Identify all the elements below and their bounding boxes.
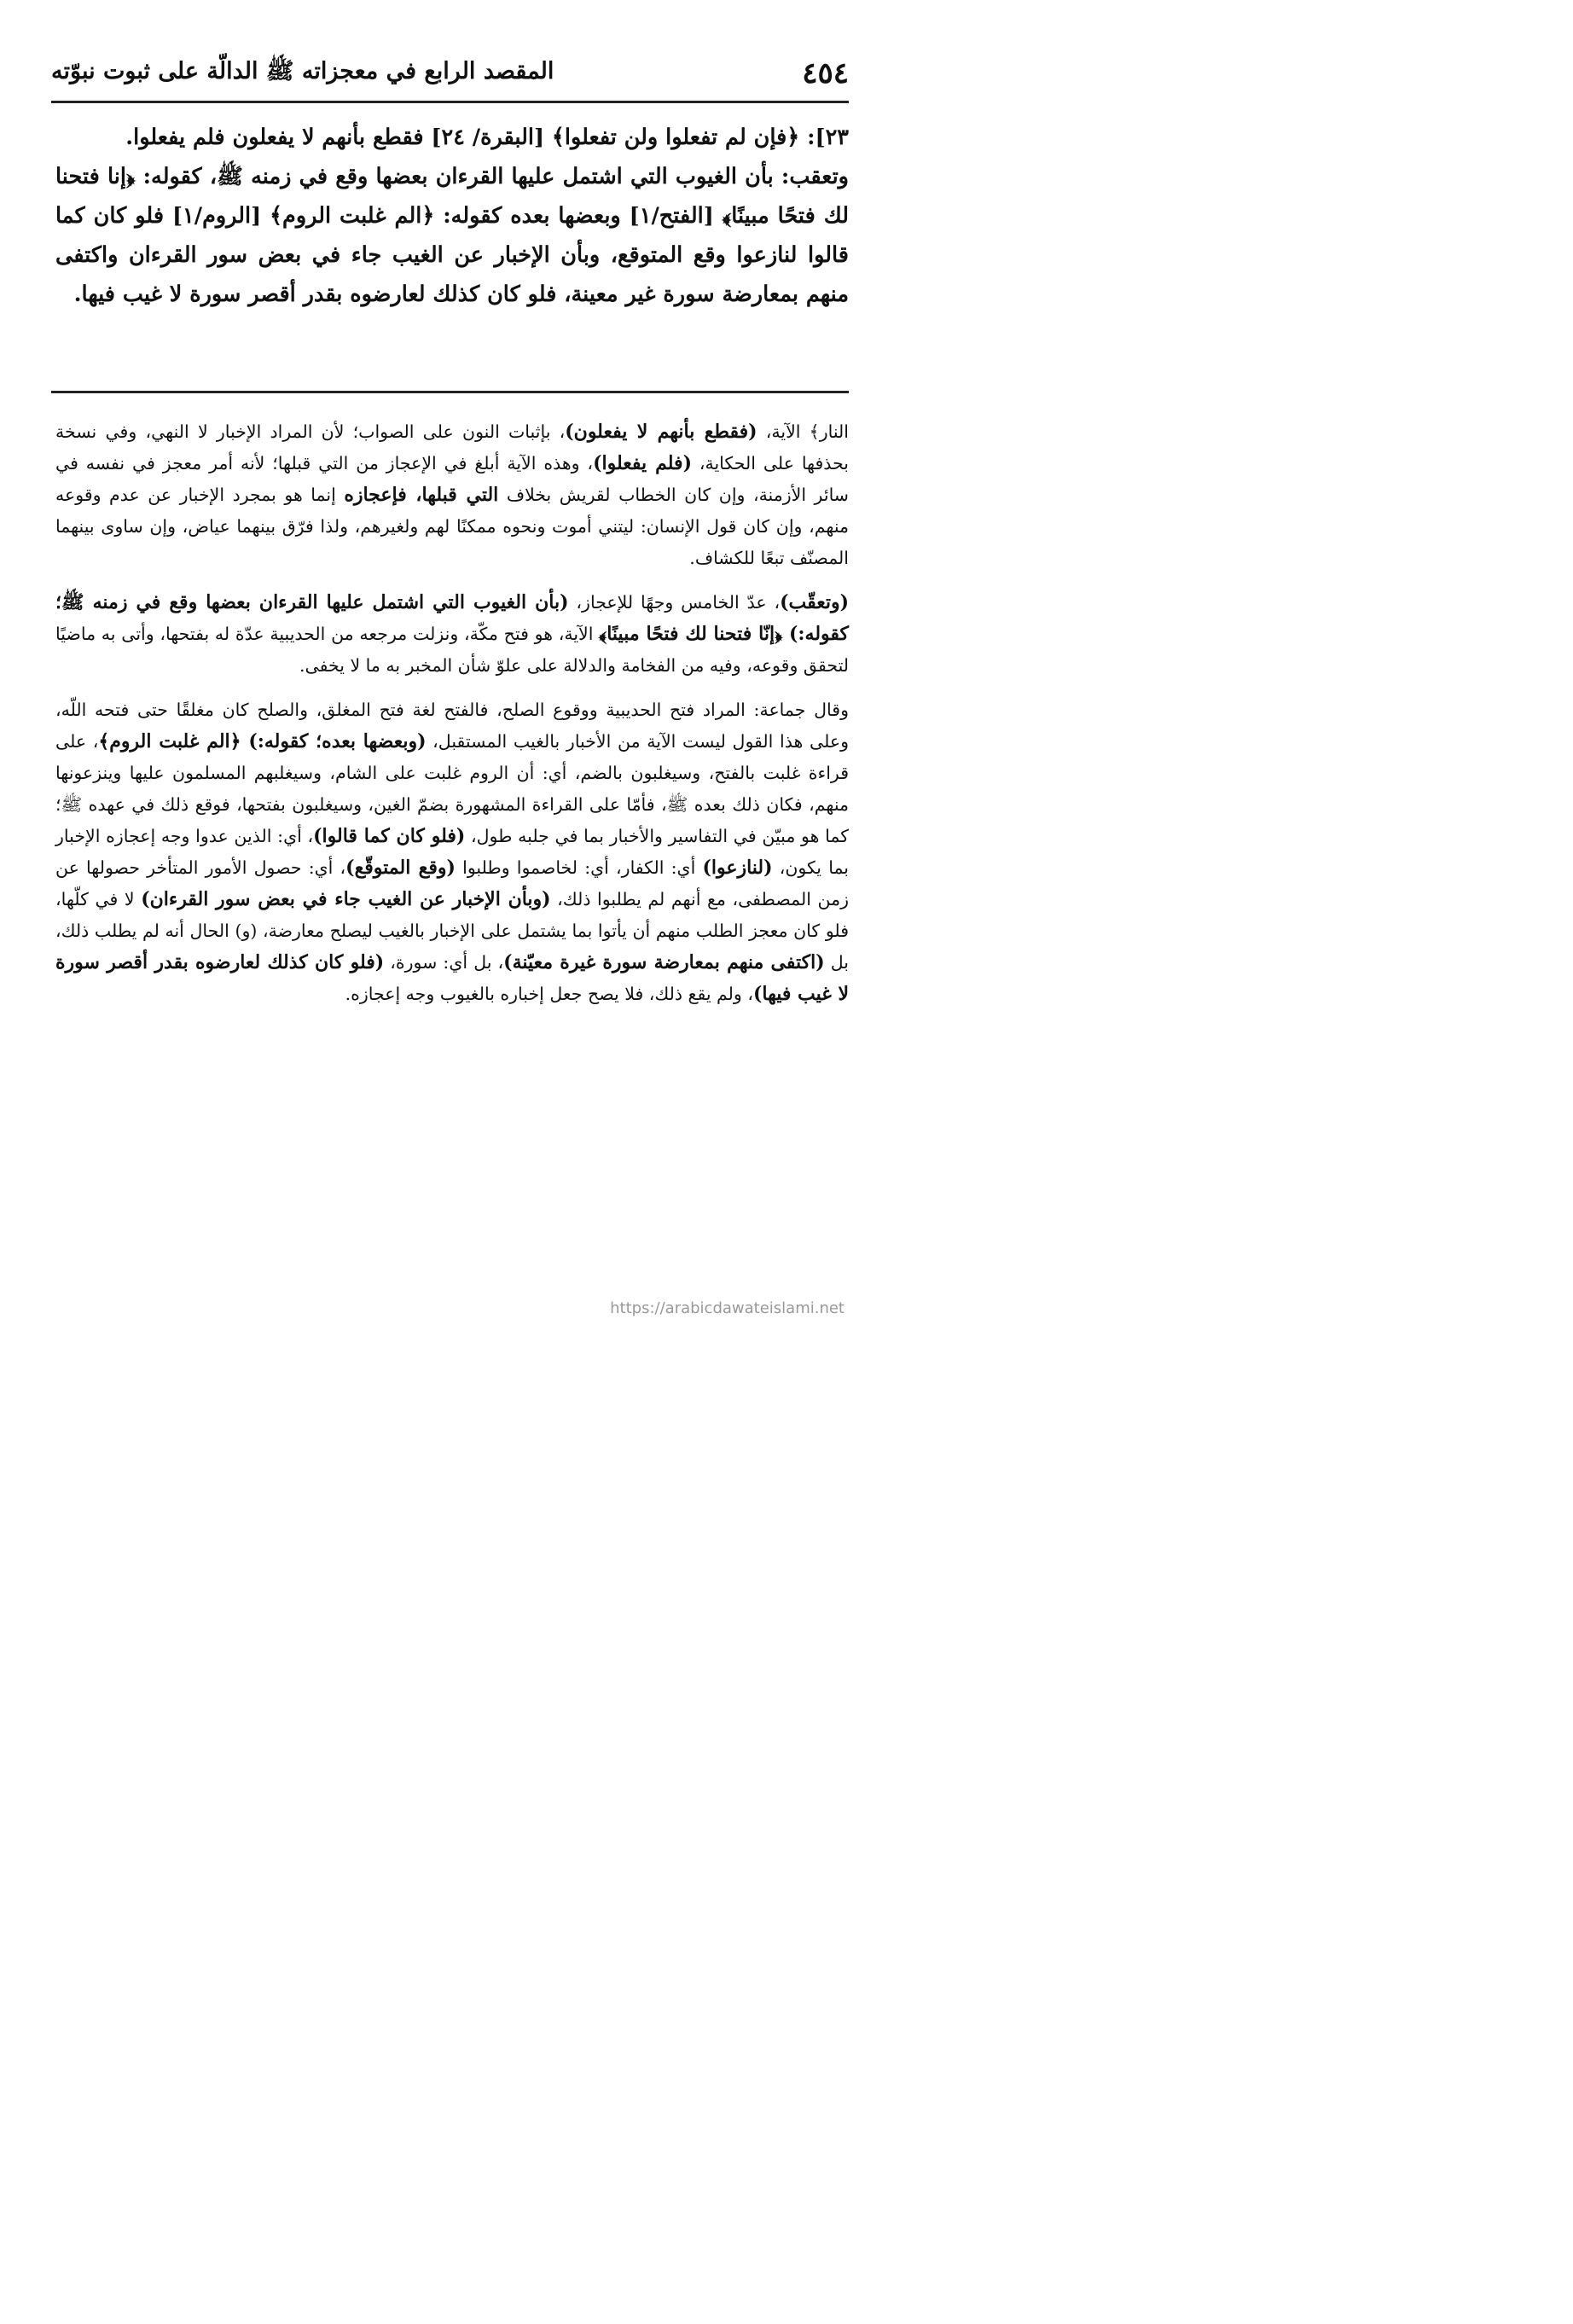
- running-title: المقصد الرابع في معجزاته ﷺ الدالّة على ثبوت نبوّته: [51, 58, 554, 84]
- main-text-paragraph-1: ٢٣]: ﴿فإن لم تفعلوا ولن تفعلوا﴾ [البقرة/ ٢٤] فقطع بأنهم لا يفعلون فلم يفعلوا.: [125, 125, 849, 150]
- commentary-text-run: النار﴾ الآية،: [757, 421, 849, 442]
- commentary-bold-run: (بأن الغيوب التي اشتمل عليها القرءان بعضها وقع في زمنه ﷺ؛ كقوله:) ﴿إنّا فتحنا لك فتحًا مبينًا﴾: [55, 591, 849, 645]
- commentary-bold-run: التي قبلها، فإعجازه: [344, 484, 499, 506]
- page-number: ٤٥٤: [802, 56, 849, 90]
- commentary-text-run: ، أي: الذين عدوا وجه إعجازه الإخبار بما يكون،: [55, 826, 849, 878]
- commentary-paragraph-2: [55, 587, 849, 682]
- commentary-bold-run: (اكتفى منهم بمعارضة سورة غيرة معيّنة): [503, 951, 825, 973]
- commentary-bold-run: (فلم يفعلوا): [593, 452, 692, 474]
- commentary-text-run: إنما هو بمجرد الإخبار عن عدم وقوعه منهم، وإن كان قول الإنسان: ليتني أموت ونحوه ممكنًا لهم ولغيرهم، ولذا فرّق بينهما عياض، وإن ساوى بينهما المصنّف تبعًا للكشاف.: [55, 485, 849, 568]
- commentary-bold-run: (وتعقّب): [780, 591, 850, 613]
- main-text-paragraph-2: وتعقب: بأن الغيوب التي اشتمل عليها القرءان بعضها وقع في زمنه ﷺ، كقوله: ﴿إنا فتحنا لك فتحًا مبينًا﴾ [الفتح/١] وبعضها بعده كقوله: ﴿الم غلبت الروم﴾ [الروم/١] فلو كان كما قالوا لنازعوا وقع المتوقع، وبأن الإخبار عن الغيب جاء في بعض سور القرءان واكتفى منهم بمعارضة سورة غير معينة، فلو كان كذلك لعارضوه بقدر أقصر سورة لا غيب فيها.: [55, 164, 850, 307]
- commentary-text: [55, 416, 849, 1023]
- main-text: [55, 118, 849, 314]
- commentary-bold-run: (فقطع بأنهم لا يفعلون): [565, 421, 757, 443]
- commentary-text-run: لا في كلّها، فلو كان معجز الطلب منهم أن يأتوا بما يشتمل على الإخبار بالغيب ليصلح معارضة، (و) الحال أنه لم يطلب ذلك، بل: [55, 889, 850, 973]
- commentary-text-run: أي: الكفار، أي: لخاصموا وطلبوا: [455, 857, 703, 878]
- commentary-bold-run: (فلو كان كما قالوا): [313, 825, 466, 847]
- commentary-text-run: الآية، هو فتح مكّة، ونزلت مرجعه من الحديبية عدّة له بفتحها، وأتى به ماضيًا لتحقق وقوعه، وفيه من الفخامة والدلالة على علوّ شأن المخبر به ما لا يخفى.: [55, 624, 849, 676]
- commentary-text-run: ، بل أي: سورة،: [384, 952, 504, 973]
- commentary-bold-run: (وبعضها بعده؛ كقوله:) ﴿الم غلبت الروم﴾: [98, 730, 427, 752]
- commentary-bold-run: (لنازعوا): [702, 857, 773, 879]
- commentary-text-run: ، وهذه الآية أبلغ في الإعجاز من التي قبلها؛ لأنه أمر معجز في نفسه في سائر الأزمنة، وإن كان الخطاب لقريش بخلاف: [55, 453, 849, 505]
- commentary-text-run: وقال جماعة: المراد فتح الحديبية ووقوع الصلح، فالفتح لغة فتح المغلق، والصلح كان مغلقًا حتى فتحه اللّه، وعلى هذا القول ليست الآية من الأخبار بالغيب المستقبل،: [55, 700, 849, 752]
- commentary-text-run: ، عدّ الخامس وجهًا للإعجاز،: [568, 592, 781, 613]
- commentary-paragraph-3: [55, 694, 849, 1010]
- commentary-text-run: ، ولم يقع ذلك، فلا يصح جعل إخباره بالغيوب وجه إعجازه.: [345, 984, 753, 1004]
- commentary-paragraph-1: [55, 416, 849, 574]
- commentary-text-run: ، أي: حصول الأمور المتأخر حصولها عن زمن المصطفى، مع أنهم لم يطلبوا ذلك،: [55, 857, 849, 909]
- source-watermark: https://arabicdawateislami.net: [610, 1299, 845, 1317]
- commentary-text-run: ، على قراءة غلبت بالفتح، وسيغلبون بالضم، أي: أن الروم غلبت على الشام، وسيغلبهم المسلمون عليها وينزعونها منهم، فكان ذلك بعده ﷺ، فأمّا على القراءة المشهورة بضمّ الغين، وسيغلبون بفتحها، فوقع ذلك في عهده ﷺ؛ كما هو مبيّن في التفاسير والأخبار بما في جلبه طول،: [55, 731, 850, 846]
- commentary-bold-run: (وقع المتوقّع): [345, 857, 456, 879]
- header-rule: [51, 101, 849, 103]
- commentary-bold-run: (فلو كان كذلك لعارضوه بقدر أقصر سورة لا غيب فيها): [55, 951, 849, 1005]
- page-header: [51, 47, 849, 100]
- commentary-text-run: ، بإثبات النون على الصواب؛ لأن المراد الإخبار لا النهي، وفي نسخة بحذفها على الحكاية،: [55, 421, 850, 474]
- book-page: [0, 0, 900, 1332]
- commentary-bold-run: (وبأن الإخبار عن الغيب جاء في بعض سور القرءان): [141, 888, 551, 910]
- commentary-separator: [51, 391, 849, 393]
